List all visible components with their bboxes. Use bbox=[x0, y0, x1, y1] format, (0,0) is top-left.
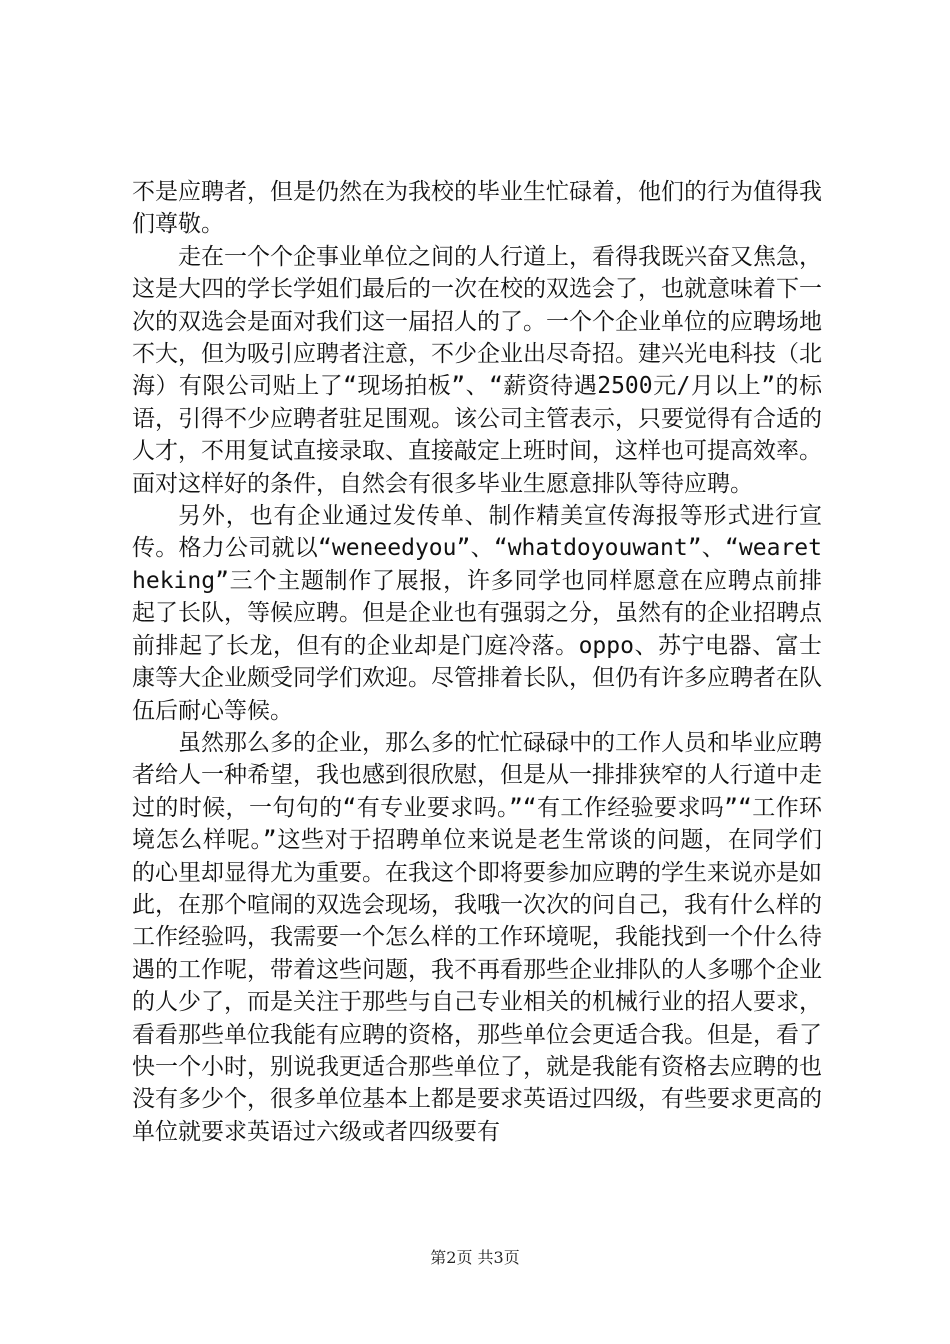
paragraph-reflection: 虽然那么多的企业，那么多的忙忙碌碌中的工作人员和毕业应聘者给人一种希望，我也感到很欣慰，但是从一排排狭窄的人行道中走过的时候，一句句的“有专业要求吗。”“有工作经验要求吗”“工作环境怎么样呢。”这些对于招聘单位来说是老生常谈的问题，在同学们的心里却显得尤为重要。在我这个即将要参加应聘的学生来说亦是如此，在那个喧闹的双选会现场，我哦一次次的问自己，我有什么样的工作经验吗，我需要一个怎么样的工作环境呢，我能找到一个什么待遇的工作呢，带着这些问题，我不再看那些企业排队的人多哪个企业的人少了，而是关注于那些与自己专业相关的机械行业的招人要求，看看那些单位我能有应聘的资格，那些单位会更适合我。但是，看了快一个小时，别说我更适合那些单位了，就是我能有资格去应聘的也没有多少个，很多单位基本上都是要求英语过四级，有些要求更高的单位就要求英语过六级或者四级要有 bbox=[132, 729, 822, 1145]
body-text bbox=[132, 176, 822, 1148]
paragraph-continued: 不是应聘者，但是仍然在为我校的毕业生忙碌着，他们的行为值得我们尊敬。 bbox=[132, 179, 822, 238]
paragraph-promotion: 另外，也有企业通过发传单、制作精美宣传海报等形式进行宣传。格力公司就以“weneedyou”、“whatdoyouwant”、“wearetheking”三个主题制作了展报，许多同学也同样愿意在应聘点前排起了长队，等候应聘。但是企业也有强弱之分，虽然有的企业招聘点前排起了长龙，但有的企业却是门庭冷落。oppo、苏宁电器、富士康等大企业颇受同学们欢迎。尽管排着长队，但仍有许多应聘者在队伍后耐心等候。 bbox=[132, 503, 822, 724]
paragraph-job-fair-walk: 走在一个个企事业单位之间的人行道上，看得我既兴奋又焦急，这是大四的学长学姐们最后的一次在校的双选会了，也就意味着下一次的双选会是面对我们这一届招人的了。一个个企业单位的应聘场地不大，但为吸引应聘者注意，不少企业出尽奇招。建兴光电科技（北海）有限公司贴上了“现场拍板”、“薪资待遇2500元/月以上”的标语，引得不少应聘者驻足围观。该公司主管表示，只要觉得有合适的人才，不用复试直接录取、直接敲定上班时间，这样也可提高效率。面对这样好的条件，自然会有很多毕业生愿意排队等待应聘。 bbox=[132, 243, 822, 497]
page-footer: 第2页 共3页 bbox=[430, 1248, 520, 1267]
